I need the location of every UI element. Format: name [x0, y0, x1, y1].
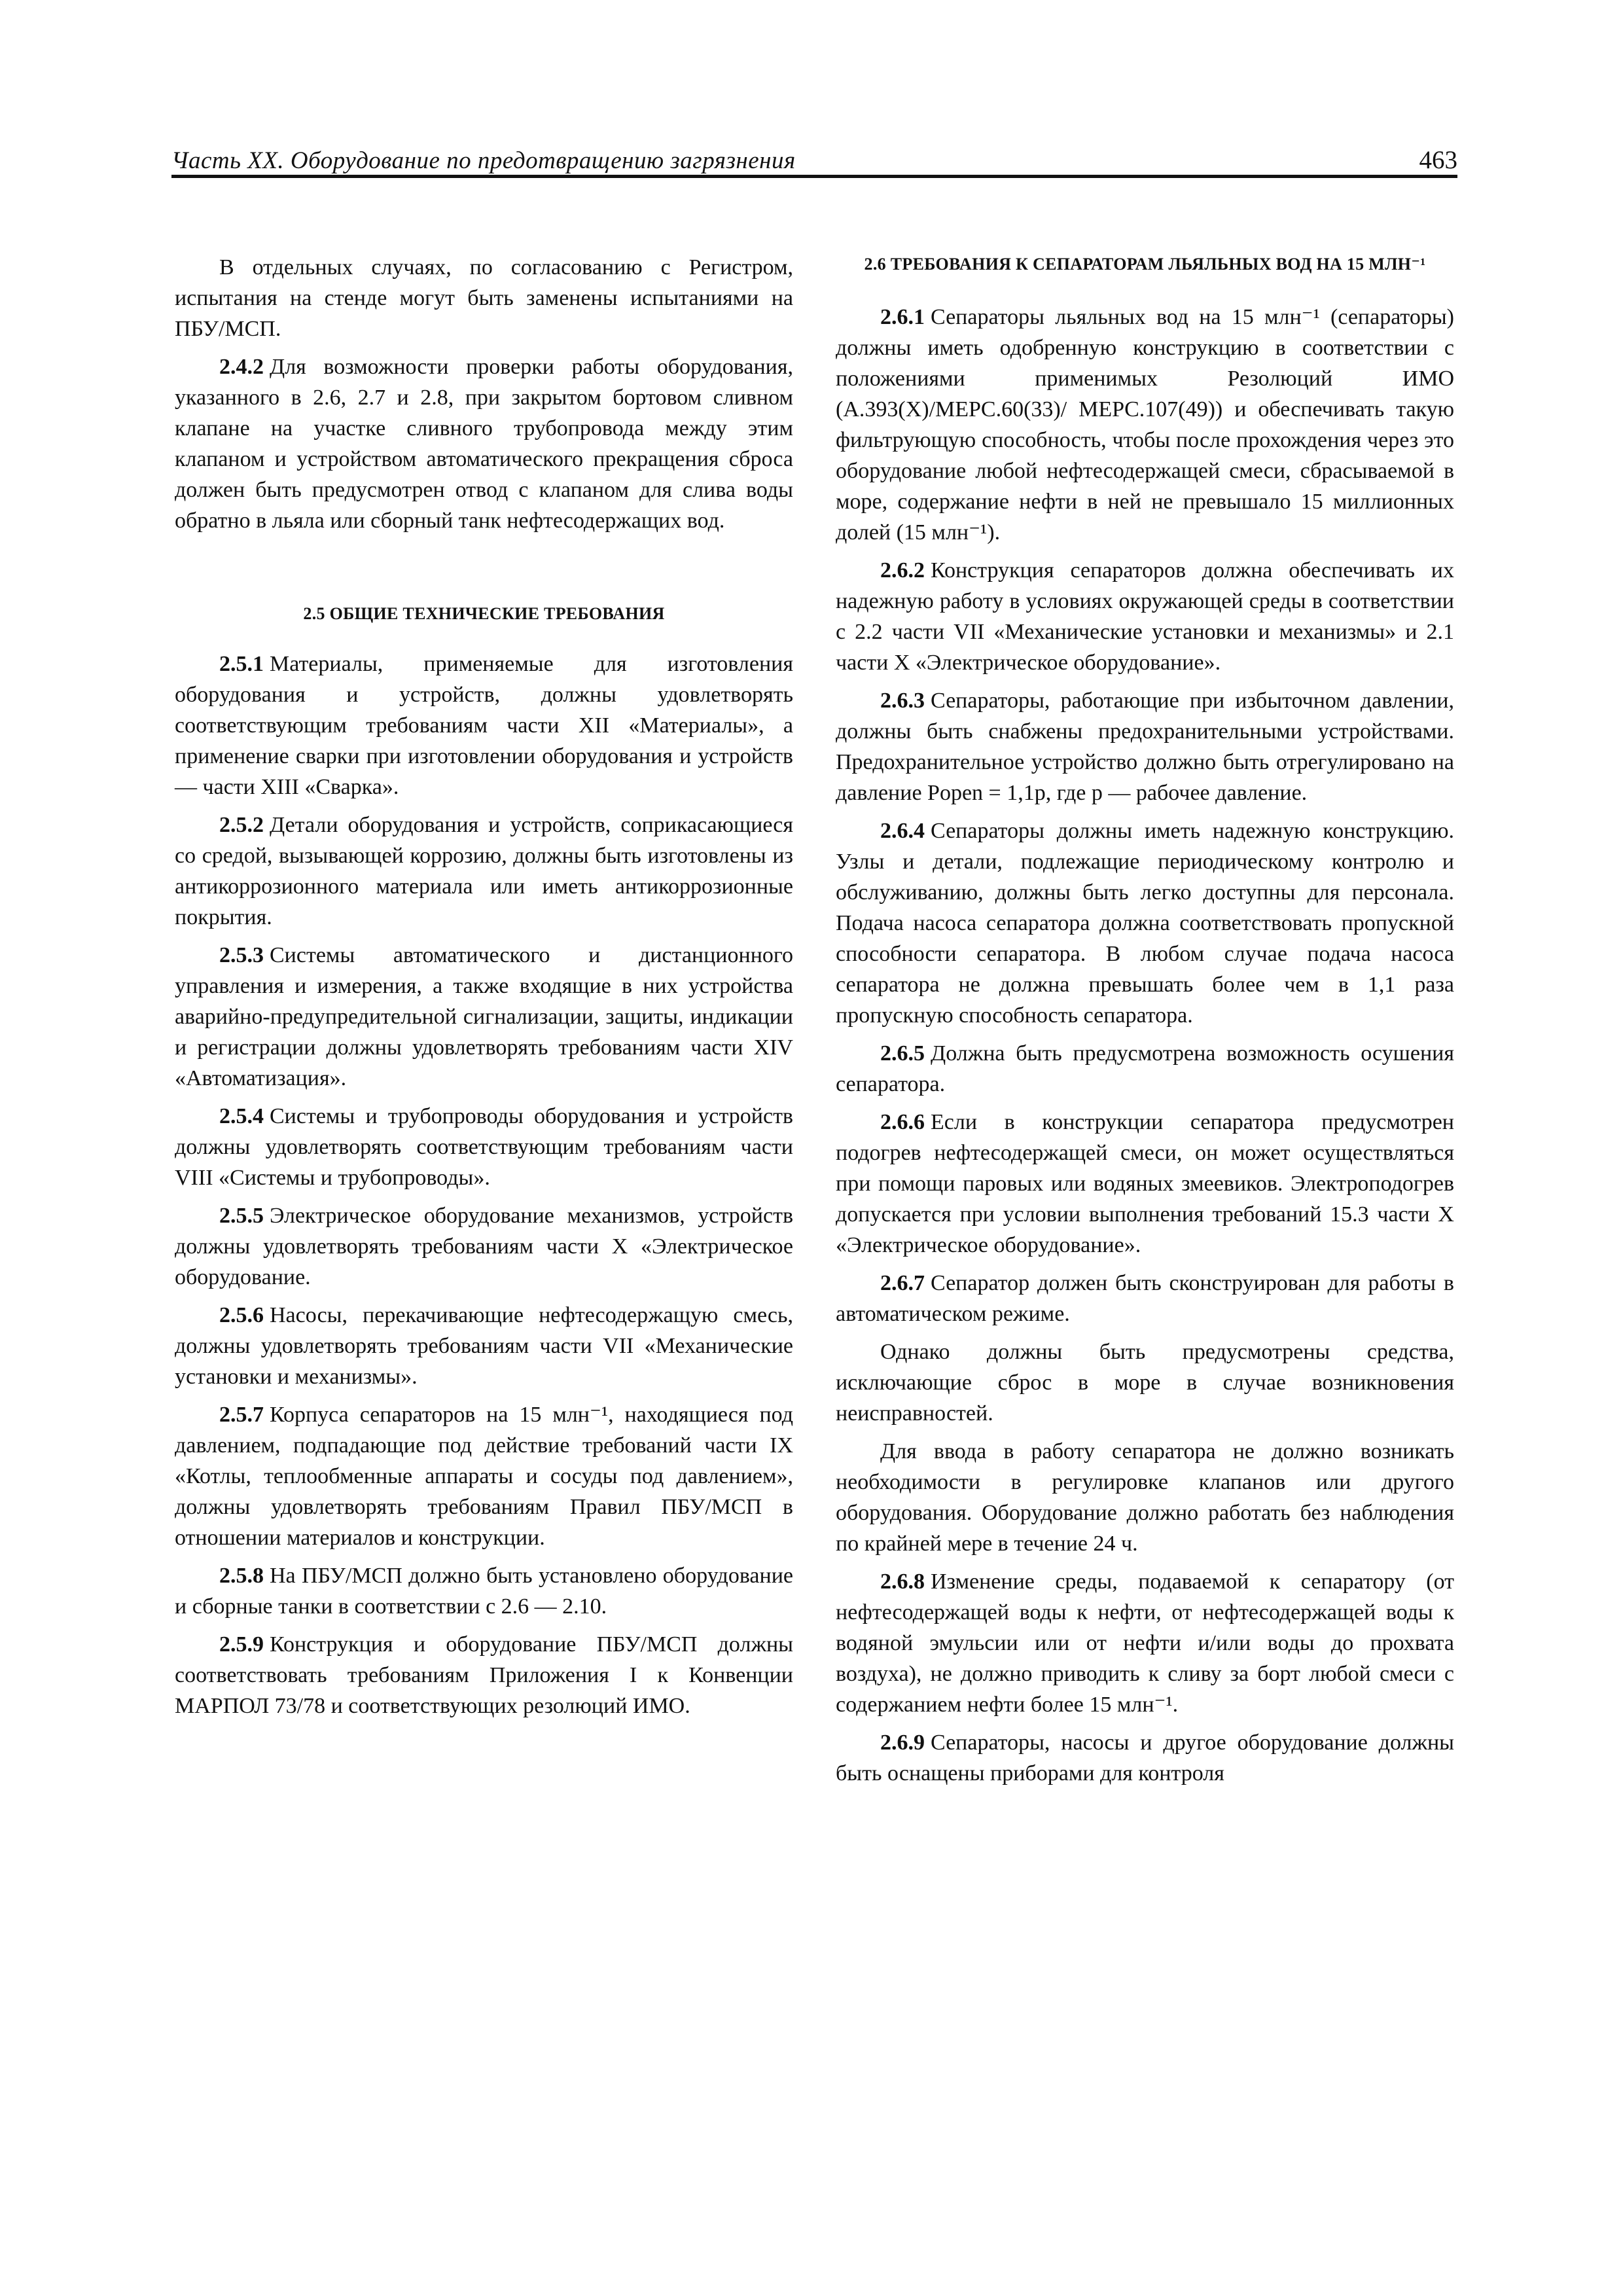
paragraph-2-6-2 — [836, 555, 1454, 678]
right-column — [836, 252, 1454, 1796]
paragraph-number: 2.5.8 — [219, 1564, 264, 1588]
paragraph-2-5-6 — [175, 1300, 793, 1392]
paragraph-2-6-1 — [836, 302, 1454, 548]
paragraph-2-6-4 — [836, 816, 1454, 1031]
paragraph-text: Для возможности проверки работы оборудования, указанного в 2.6, 2.7 и 2.8, при закрытом бортовом сливном клапане на участке сливного трубопровода между этим клапаном и устройством автоматического прекращения сброса должен быть предусмотрен отвод с клапаном для слива воды обратно в льяла или сборный танк нефтесодержащих вод. — [175, 355, 793, 533]
paragraph-text: Если в конструкции сепаратора предусмотрен подогрев нефтесодержащей смеси, он может осуществляться при помощи паровых или водяных змеевиков. Электроподогрев допускается при условии выполнения требований 15.3 части X «Электрическое оборудование». — [836, 1110, 1454, 1257]
paragraph-2-5-7 — [175, 1399, 793, 1553]
paragraph-number: 2.6.5 — [880, 1041, 925, 1066]
paragraph-number: 2.5.5 — [219, 1204, 264, 1228]
page-header — [171, 140, 1457, 179]
paragraph-2-5-8 — [175, 1560, 793, 1622]
paragraph-2-6-6 — [836, 1107, 1454, 1261]
section-heading-2-6: 2.6 ТРЕБОВАНИЯ К СЕПАРАТОРАМ ЛЬЯЛЬНЫХ ВОД НА 15 МЛН⁻¹ — [864, 255, 1426, 274]
left-column — [175, 252, 793, 1729]
paragraph-2-6-7-continuation-2: Для ввода в работу сепаратора не должно возникать необходимости в регулировке клапанов или другого оборудования. Оборудование должно работать без наблюдения по крайней мере в течение 24 ч. — [836, 1439, 1454, 1556]
paragraph-number: 2.5.9 — [219, 1632, 264, 1657]
paragraph-2-5-1 — [175, 649, 793, 802]
paragraph-number: 2.6.7 — [880, 1271, 925, 1295]
paragraph-2-6-7-continuation-1: Однако должны быть предусмотрены средства, исключающие сброс в море в случае возникновения неисправностей. — [836, 1340, 1454, 1426]
paragraph-text: Сепаратор должен быть сконструирован для работы в автоматическом режиме. — [836, 1271, 1454, 1326]
paragraph-number: 2.6.2 — [880, 558, 925, 583]
paragraph-text: Сепараторы, работающие при избыточном давлении, должны быть снабжены предохранительными устройствами. Предохранительное устройство должно быть отрегулировано на давление Popen = 1,1p, где p — рабочее давление. — [836, 689, 1454, 805]
paragraph-text: Сепараторы льяльных вод на 15 млн⁻¹ (сепараторы) должны иметь одобренную конструкцию в соответствии с положениями применимых Резолюций ИМО (A.393(X)/MEPC.60(33)/ MEPC.107(49)) и обеспечивать такую фильтрующую способность, чтобы после прохождения через это оборудование любой нефтесодержащей смеси, сбрасываемой в море, содержание нефти в ней не превышало 15 миллионных долей (15 млн⁻¹). — [836, 305, 1454, 545]
paragraph-text: Конструкция сепараторов должна обеспечивать их надежную работу в условиях окружающей среды в соответствии с 2.2 части VII «Механические установки и механизмы» и 2.1 части X «Электрическое оборудование». — [836, 558, 1454, 675]
page-number: 463 — [1419, 146, 1457, 174]
paragraph-2-5-5 — [175, 1200, 793, 1293]
paragraph-text: Должна быть предусмотрена возможность осушения сепаратора. — [836, 1041, 1454, 1096]
paragraph-text: Системы и трубопроводы оборудования и устройств должны удовлетворять соответствующим требованиям части VIII «Системы и трубопроводы». — [175, 1104, 793, 1190]
paragraph-2-6-5 — [836, 1038, 1454, 1100]
paragraph-text: Корпуса сепараторов на 15 млн⁻¹, находящиеся под давлением, подпадающие под действие требований части IX «Котлы, теплообменные аппараты и сосуды под давлением», должны удовлетворять требованиям Правил ПБУ/МСП в отношении материалов и конструкции. — [175, 1403, 793, 1550]
paragraph-number: 2.5.6 — [219, 1303, 264, 1327]
paragraph-2-6-8 — [836, 1566, 1454, 1720]
paragraph-2-5-4 — [175, 1101, 793, 1193]
paragraph-text: Материалы, применяемые для изготовления оборудования и устройств, должны удовлетворять соответствующим требованиям части XII «Материалы», а применение сварки при изготовлении оборудования и устройств — части XIII «Сварка». — [175, 652, 793, 799]
section-heading-2-5: 2.5 ОБЩИЕ ТЕХНИЧЕСКИЕ ТРЕБОВАНИЯ — [303, 604, 665, 623]
paragraph-text: Конструкция и оборудование ПБУ/МСП должны соответствовать требованиям Приложения I к Конвенции МАРПОЛ 73/78 и соответствующих резолюций ИМО. — [175, 1632, 793, 1718]
paragraph-number: 2.5.1 — [219, 652, 264, 676]
paragraph-number: 2.5.2 — [219, 813, 264, 837]
paragraph-2-6-7 — [836, 1268, 1454, 1329]
paragraph-2-5-9 — [175, 1629, 793, 1721]
paragraph-number: 2.5.3 — [219, 943, 264, 967]
paragraph-text: Насосы, перекачивающие нефтесодержащую смесь, должны удовлетворять требованиям части VII «Механические установки и механизмы». — [175, 1303, 793, 1389]
paragraph-2-4-2 — [175, 351, 793, 536]
paragraph-2-6-9 — [836, 1727, 1454, 1789]
paragraph-text: Электрическое оборудование механизмов, устройств должны удовлетворять требованиям части X «Электрическое оборудование. — [175, 1204, 793, 1289]
paragraph-text: Изменение среды, подаваемой к сепаратору (от нефтесодержащей воды к нефти, от нефтесодержащей воды к водяной эмульсии или от нефти и/или воды до прохвата воздуха), не должно приводить к сливу за борт любой смеси с содержанием нефти более 15 млн⁻¹. — [836, 1570, 1454, 1717]
paragraph-text: Сепараторы, насосы и другое оборудование должны быть оснащены приборами для контроля — [836, 1731, 1454, 1785]
paragraph-number: 2.4.2 — [219, 355, 264, 379]
paragraph-number: 2.6.4 — [880, 819, 925, 843]
paragraph-text: Детали оборудования и устройств, соприкасающиеся со средой, вызывающей коррозию, должны быть изготовлены из антикоррозионного материала или иметь антикоррозионные покрытия. — [175, 813, 793, 929]
paragraph-text: На ПБУ/МСП должно быть установлено оборудование и сборные танки в соответствии с 2.6 — 2.10. — [175, 1564, 793, 1619]
paragraph-text: Сепараторы должны иметь надежную конструкцию. Узлы и детали, подлежащие периодическому контролю и обслуживанию, должны быть легко доступны для персонала. Подача насоса сепаратора должна соответствовать пропускной способности сепаратора. В любом случае подача насоса сепаратора не должна превышать более чем в 1,1 раза пропускную способность сепаратора. — [836, 819, 1454, 1028]
paragraph-2-5-3 — [175, 940, 793, 1094]
paragraph-number: 2.6.6 — [880, 1110, 925, 1134]
paragraph-2-6-3 — [836, 685, 1454, 808]
running-header-title: Часть XX. Оборудование по предотвращению загрязнения — [171, 147, 796, 174]
paragraph-number: 2.6.9 — [880, 1731, 925, 1755]
paragraph-number: 2.5.4 — [219, 1104, 264, 1128]
intro-paragraph: В отдельных случаях, по согласованию с Регистром, испытания на стенде могут быть заменены испытаниями на ПБУ/МСП. — [175, 255, 793, 341]
paragraph-number: 2.6.3 — [880, 689, 925, 713]
paragraph-number: 2.6.8 — [880, 1570, 925, 1594]
paragraph-number: 2.6.1 — [880, 305, 925, 329]
paragraph-2-5-2 — [175, 810, 793, 933]
header-rule — [171, 175, 1457, 178]
paragraph-text: Системы автоматического и дистанционного управления и измерения, а также входящие в них устройства аварийно-предупредительной сигнализации, защиты, индикации и регистрации должны удовлетворять требованиям части XIV «Автоматизация». — [175, 943, 793, 1090]
paragraph-number: 2.5.7 — [219, 1403, 264, 1427]
